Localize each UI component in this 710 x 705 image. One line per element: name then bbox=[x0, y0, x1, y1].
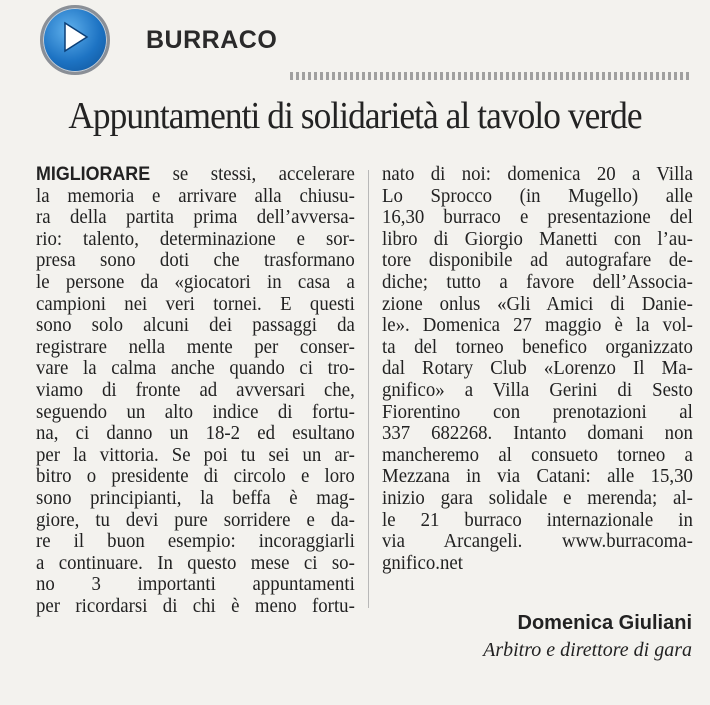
text-line: via Arcangeli. www.burracoma- bbox=[382, 530, 693, 553]
website-link[interactable]: gnifico.net bbox=[382, 551, 463, 574]
text-line: sono principianti, la beffa è mag- bbox=[36, 486, 355, 509]
text-line: zione onlus «Gli Amici di Danie- bbox=[382, 292, 693, 315]
text-line: diche; tutto a favore dell’Associa- bbox=[382, 270, 693, 293]
text-line: inizio gara solidale e merenda; al- bbox=[382, 486, 693, 509]
section-label: BURRACO bbox=[146, 25, 278, 54]
text-line: registrare nella mente per conser- bbox=[36, 335, 355, 358]
text-line: ra della partita prima dell’avversa- bbox=[36, 206, 355, 229]
text-line: Fiorentino con prenotazioni al bbox=[382, 400, 693, 423]
headline: Appuntamenti di solidarietà al tavolo verde bbox=[68, 95, 642, 137]
left-column bbox=[36, 164, 356, 617]
text-line: dal Rotary Club «Lorenzo Il Ma- bbox=[382, 357, 693, 380]
text-line: libro di Giorgio Manetti con l’au- bbox=[382, 227, 693, 250]
header-rule bbox=[290, 72, 690, 80]
signature bbox=[483, 612, 692, 662]
text-line: sono solo alcuni dei passaggi da bbox=[36, 314, 355, 337]
text-line: per ricordarsi di chi è meno fortu- bbox=[36, 594, 355, 617]
text-line: mancheremo al consueto torneo a bbox=[382, 443, 693, 466]
text-line: gnifico» a Villa Gerini di Sesto bbox=[382, 378, 693, 401]
text-line: per la vittoria. Se poi tu sei un ar- bbox=[36, 443, 355, 466]
text-line: re il buon esempio: incoraggiarli bbox=[36, 530, 355, 553]
text-line: presa sono doti che trasformano bbox=[36, 249, 355, 272]
author-role: Arbitro e direttore di gara bbox=[483, 639, 692, 661]
text-line: Lo Sprocco (in Mugello) alle bbox=[382, 184, 693, 207]
text-line: tore disponibile ad autografare de- bbox=[382, 249, 693, 272]
text-line: vare la calma anche quando ci tro- bbox=[36, 357, 355, 380]
right-column bbox=[382, 164, 694, 574]
text-line: a continuare. In questo mese ci so- bbox=[36, 551, 355, 574]
text-line: giore, tu devi pure sorridere e da- bbox=[36, 508, 355, 531]
play-icon bbox=[40, 5, 110, 75]
text-line: la memoria e arrivare alla chiusu- bbox=[36, 184, 355, 207]
text-line: bitro o presidente di circolo e loro bbox=[36, 465, 355, 488]
text-line: rio: talento, determinazione e sor- bbox=[36, 227, 355, 250]
text-line: nato di noi: domenica 20 a Villa bbox=[382, 163, 693, 185]
text-line: viamo di fronte ad avversari che, bbox=[36, 378, 355, 401]
text-line: 337 682268. Intanto domani non bbox=[382, 422, 693, 445]
column-divider bbox=[368, 170, 369, 608]
author-name: Domenica Giuliani bbox=[517, 612, 692, 634]
text-line: Mezzana in via Catani: alle 15,30 bbox=[382, 465, 693, 488]
text-line: le 21 burraco internazionale in bbox=[382, 508, 693, 531]
text-line: 16,30 burraco e presentazione del bbox=[382, 206, 693, 229]
lead-word: MIGLIORARE bbox=[36, 164, 151, 185]
section-header bbox=[40, 8, 277, 72]
text-line: MIGLIORARE se stessi, accelerare bbox=[36, 163, 355, 185]
text-line: no 3 importanti appuntamenti bbox=[36, 573, 355, 596]
text-line: le persone da «giocatori in casa a bbox=[36, 270, 355, 293]
text-line: ta del torneo benefico organizzato bbox=[382, 335, 693, 358]
text-line: campioni nei veri tornei. E questi bbox=[36, 292, 355, 315]
text-line: seguendo un alto indice di fortu- bbox=[36, 400, 355, 423]
text-line: le». Domenica 27 maggio è la vol- bbox=[382, 314, 693, 337]
text-line: na, ci danno un 18-2 ed esultano bbox=[36, 422, 355, 445]
